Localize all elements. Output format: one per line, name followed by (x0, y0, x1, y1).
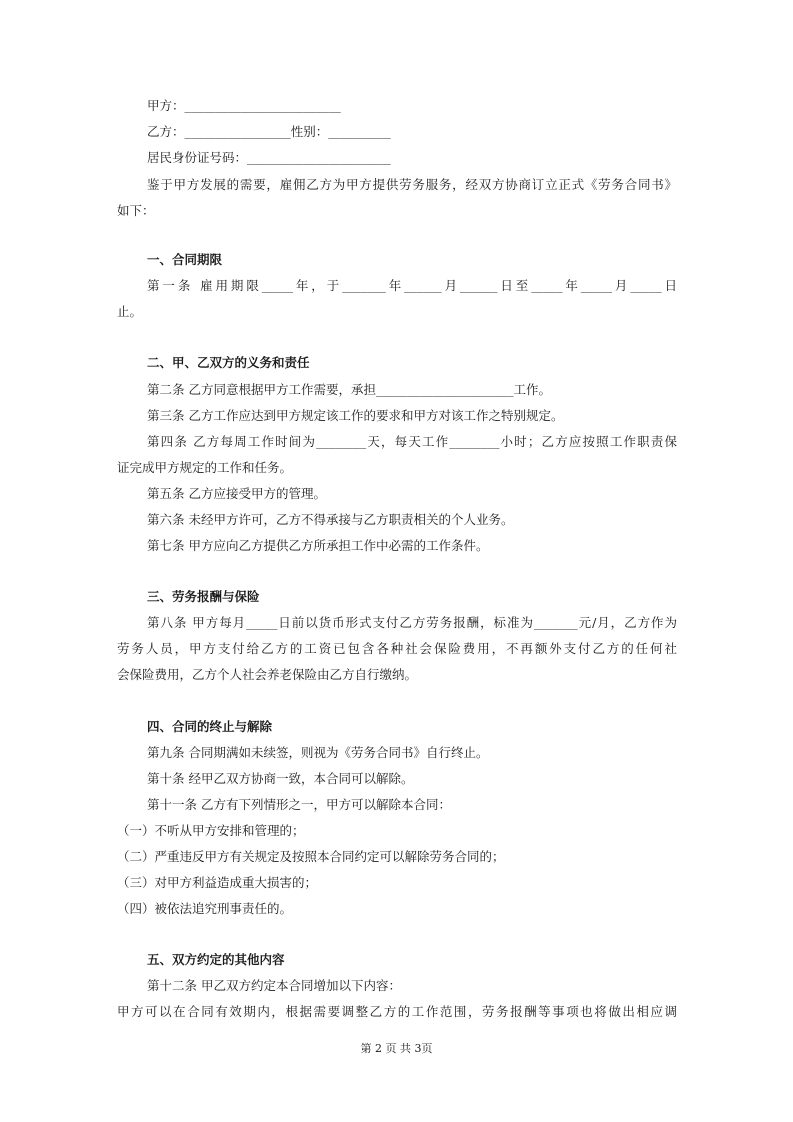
article-8-line-2: 劳务人员，甲方支付给乙方的工资已包含各种社会保险费用，不再额外支付乙方的任何社 (117, 641, 677, 656)
article-10: 第十条 经甲乙双方协商一致，本合同可以解除。 (147, 771, 414, 786)
article-12-paragraph: 甲方可以在合同有效期内，根据需要调整乙方的工作范围，劳务报酬等事项也将做出相应调 (117, 1004, 677, 1019)
list-item-4: （四）被依法追究刑事责任的。 (117, 901, 293, 916)
article-5: 第五条 乙方应接受甲方的管理。 (147, 486, 326, 501)
id-number-line: 居民身份证号码：_______________________ (147, 150, 391, 165)
article-3: 第三条 乙方工作应达到甲方规定该工作的要求和甲方对该工作之特别规定。 (147, 408, 564, 423)
page-number-footer: 第 2 页 共 3页 (360, 1042, 433, 1055)
article-6: 第六条 未经甲方许可，乙方不得承接与乙方职责相关的个人业务。 (147, 512, 514, 527)
section-1-title: 一、合同期限 (147, 252, 223, 267)
article-11: 第十一条 乙方有下列情形之一，甲方可以解除本合同： (147, 797, 451, 812)
section-4-title: 四、合同的终止与解除 (147, 719, 273, 734)
article-1-line-1: 第一条 雇用期限_____年，于_______年______月______日至_____年_____月_____日 (147, 278, 677, 293)
article-4-line-2: 证完成甲方规定的工作和任务。 (117, 460, 293, 475)
article-9: 第九条 合同期满如未续签，则视为《劳务合同书》自行终止。 (147, 745, 489, 760)
section-5-title: 五、双方约定的其他内容 (147, 952, 285, 967)
article-7: 第七条 甲方应向乙方提供乙方所承担工作中必需的工作条件。 (147, 538, 489, 553)
article-4-line-1: 第四条 乙方每周工作时间为________天，每天工作________小时；乙方应按照工作职责保 (147, 434, 677, 449)
article-12: 第十二条 甲乙双方约定本合同增加以下内容： (147, 978, 401, 993)
intro-paragraph-line-1: 鉴于甲方发展的需要，雇佣乙方为甲方提供劳务服务，经双方协商订立正式《劳务合同书》 (147, 177, 677, 192)
article-1-line-2: 止。 (117, 304, 143, 319)
article-8-line-1: 第八条 甲方每月_____日前以货币形式支付乙方劳务报酬，标准为_______元/月，乙方作为 (147, 615, 677, 630)
list-item-1: （一）不听从甲方安排和管理的； (117, 823, 305, 838)
list-item-3: （三）对甲方利益造成重大损害的； (117, 875, 318, 890)
section-3-title: 三、劳务报酬与保险 (147, 589, 260, 604)
party-a-line: 甲方：_________________________ (147, 98, 341, 113)
article-8-line-3: 会保险费用，乙方个人社会养老保险由乙方自行缴纳。 (117, 667, 418, 682)
section-2-title: 二、甲、乙双方的义务和责任 (147, 355, 310, 370)
intro-paragraph-line-2: 如下： (117, 203, 155, 218)
article-2: 第二条 乙方同意根据甲方工作需要，承担______________________工作。 (147, 382, 551, 397)
list-item-2: （二）严重违反甲方有关规定及按照本合同约定可以解除劳务合同的； (117, 849, 505, 864)
party-b-line: 乙方：_________________性别：__________ (147, 124, 391, 139)
